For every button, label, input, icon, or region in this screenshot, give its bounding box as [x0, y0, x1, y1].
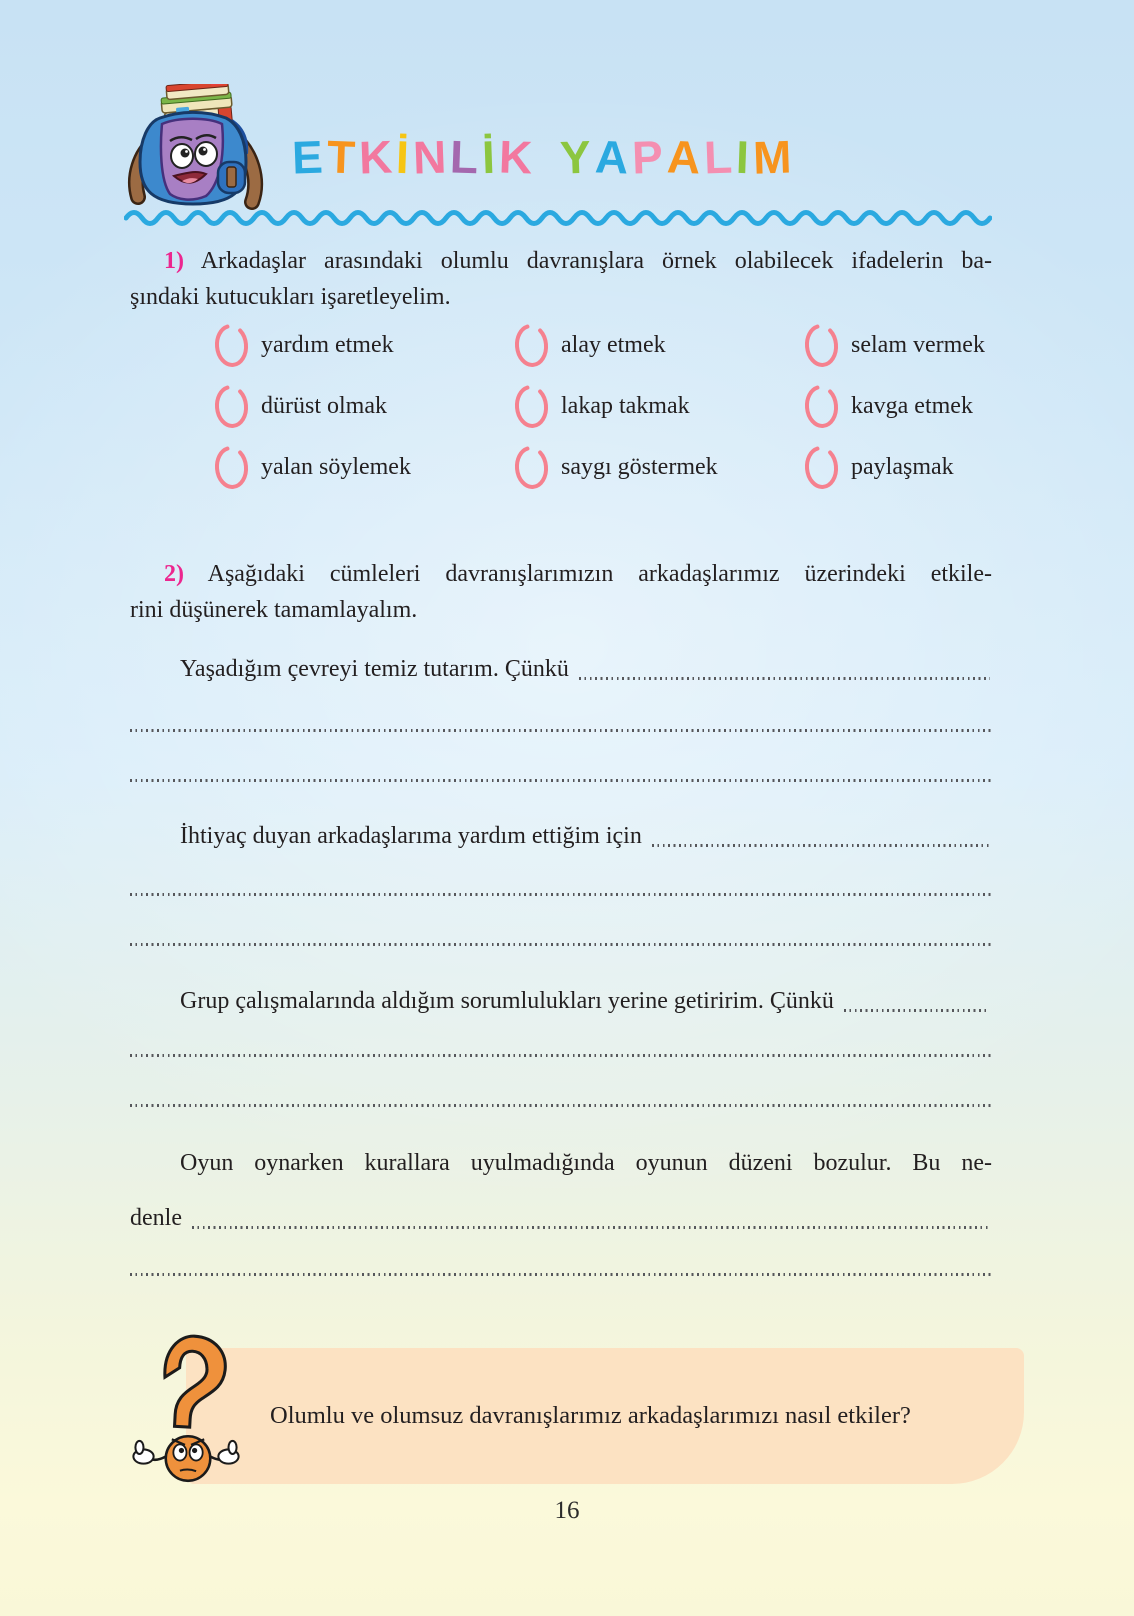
title-letter: A [665, 130, 705, 184]
title-word [559, 130, 797, 184]
checkbox-circle-icon[interactable] [213, 383, 250, 430]
answer-leader [652, 844, 990, 847]
checkbox-option[interactable] [513, 444, 803, 491]
checkbox-circle-icon[interactable] [513, 383, 550, 430]
checkbox-option[interactable] [803, 383, 1005, 430]
options-grid [213, 322, 1005, 491]
checkbox-option[interactable] [213, 322, 513, 369]
checkbox-option-label: dürüst olmak [261, 393, 387, 419]
checkbox-option-label: paylaşmak [851, 454, 954, 480]
checkbox-option[interactable] [213, 444, 513, 491]
sentence-4-line2 [130, 1200, 992, 1236]
title-letter: M [752, 130, 797, 184]
wave-divider [124, 202, 992, 228]
sentence-1 [130, 651, 992, 687]
activity2-line1: 2) Aşağıdaki cümleleri davranışlarımızın arkadaşlarımız üzerindeki etkile- [164, 561, 992, 587]
checkbox-option-label: yalan söylemek [261, 454, 411, 480]
answer-leader [844, 1009, 990, 1012]
title-letter: E [291, 130, 328, 184]
activity1-instructions [130, 243, 992, 315]
checkbox-circle-icon[interactable] [513, 322, 550, 369]
checkbox-option[interactable] [513, 322, 803, 369]
answer-line [130, 1104, 992, 1107]
title-letter: T [325, 130, 360, 184]
page-title [291, 130, 797, 184]
title-letter: I [735, 130, 754, 184]
answer-line [130, 1054, 992, 1057]
pocket-buckle [227, 167, 236, 187]
page-number: 16 [554, 1497, 580, 1524]
title-letter: K [357, 130, 397, 184]
checkbox-circle-icon[interactable] [213, 444, 250, 491]
checkbox-option-label: kavga etmek [851, 393, 973, 419]
sentence-3 [130, 983, 992, 1019]
activity1-line1: 1) Arkadaşlar arasındaki olumlu davranışlara örnek olabilecek ifadelerin ba- [164, 248, 992, 274]
checkbox-circle-icon[interactable] [513, 444, 550, 491]
title-letter: Y [559, 130, 596, 184]
answer-line [130, 779, 992, 782]
checkbox-option[interactable] [513, 383, 803, 430]
activity2-line2: rini düşünerek tamamlayalım. [130, 597, 418, 623]
checkbox-circle-icon[interactable] [803, 322, 840, 369]
footer-question-panel [186, 1348, 1024, 1484]
checkbox-option-label: alay etmek [561, 332, 666, 358]
checkbox-circle-icon[interactable] [803, 383, 840, 430]
sentence-1-text: Yaşadığım çevreyi temiz tutarım. Çünkü [180, 656, 569, 682]
question-mark-glyph [162, 1335, 227, 1429]
answer-line [130, 943, 992, 946]
title-word [291, 130, 538, 184]
activity1-number: 1) [164, 248, 184, 274]
backpack-mascot-illustration [118, 84, 268, 216]
title-letter: İ [395, 130, 414, 184]
answer-line [130, 893, 992, 896]
activity2-instructions [130, 556, 992, 628]
thumb-right [228, 1441, 236, 1454]
thumb-left [135, 1441, 143, 1454]
title-letter: L [703, 130, 738, 184]
answer-leader [579, 677, 990, 680]
activity1-line2: şındaki kutucukları işaretleyelim. [130, 284, 451, 310]
title-letter: L [449, 130, 484, 184]
character-head [166, 1436, 211, 1481]
question-mark-character [131, 1326, 241, 1498]
checkbox-option[interactable] [213, 383, 513, 430]
sentence-2-text: İhtiyaç duyan arkadaşlarıma yardım ettiğim için [180, 823, 642, 849]
checkbox-option[interactable] [803, 444, 1005, 491]
checkbox-circle-icon[interactable] [213, 322, 250, 369]
title-letter: N [411, 130, 451, 184]
checkbox-option-label: selam vermek [851, 332, 985, 358]
answer-leader [192, 1226, 990, 1229]
sentence-2 [130, 818, 992, 854]
title-letter: A [593, 130, 633, 184]
checkbox-option-label: lakap takmak [561, 393, 690, 419]
footer-question-text: Olumlu ve olumsuz davranışlarımız arkadaşlarımızı nasıl etkiler? [270, 1402, 911, 1429]
title-letter: K [498, 130, 538, 184]
answer-line [130, 729, 992, 732]
checkbox-circle-icon[interactable] [803, 444, 840, 491]
answer-line [130, 1273, 992, 1276]
sentence-3-text: Grup çalışmalarında aldığım sorumlulukları yerine getiririm. Çünkü [180, 988, 834, 1014]
sentence-4-continuation: denle [130, 1205, 182, 1231]
sentence-4-line1: Oyun oynarken kurallara uyulmadığında oyunun düzeni bozulur. Bu ne- [180, 1150, 992, 1176]
checkbox-option[interactable] [803, 322, 1005, 369]
checkbox-option-label: yardım etmek [261, 332, 394, 358]
activity2-number: 2) [164, 561, 184, 587]
title-letter: İ [481, 130, 500, 184]
title-letter: P [631, 130, 668, 184]
checkbox-option-label: saygı göstermek [561, 454, 718, 480]
